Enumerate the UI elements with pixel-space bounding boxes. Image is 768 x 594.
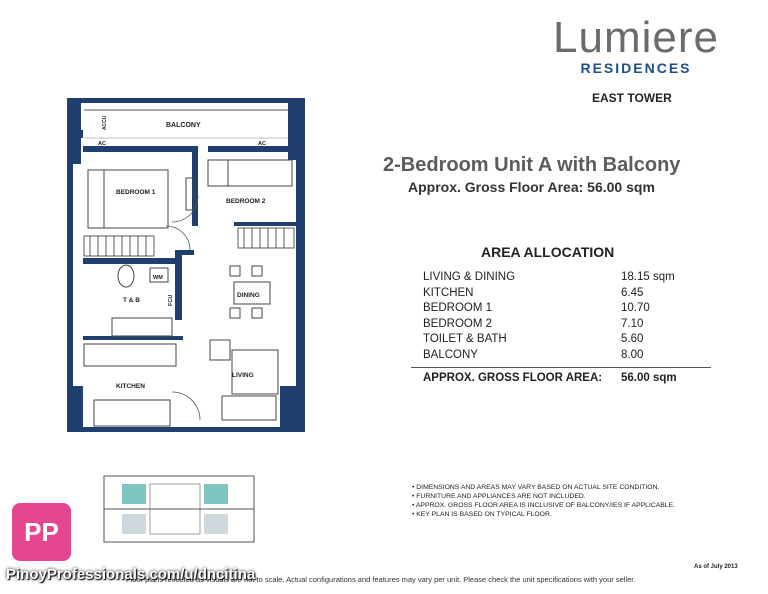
unit-title: 2-Bedroom Unit A with Balcony [383, 154, 681, 176]
area-allocation-title: AREA ALLOCATION [481, 244, 615, 260]
alloc-value: 8.00 [621, 348, 644, 361]
label-tb: T & B [123, 297, 140, 304]
note-item: • FURNITURE AND APPLIANCES ARE NOT INCLUDED. [412, 493, 586, 500]
label-bedroom1: BEDROOM 1 [116, 189, 156, 196]
alloc-name: TOILET & BATH [423, 333, 507, 345]
brand-subtitle: RESIDENCES [580, 60, 692, 76]
alloc-total-row [423, 371, 699, 387]
alloc-row [423, 332, 699, 348]
pp-badge-icon[interactable] [12, 503, 71, 561]
unit-subtitle: Approx. Gross Floor Area: 56.00 sqm [408, 179, 655, 195]
notes [412, 483, 752, 519]
alloc-row [423, 301, 699, 317]
alloc-value: 18.15 sqm [621, 271, 675, 283]
label-ac-2: AC [258, 141, 266, 147]
as-of-date: As of July 2013 [694, 564, 738, 570]
alloc-name: BALCONY [423, 348, 478, 361]
pp-badge-text: PP [24, 517, 59, 547]
alloc-name: KITCHEN [423, 286, 474, 299]
tower-label: EAST TOWER [592, 91, 672, 105]
watermark: PinoyProfessionals.com/u/dncitina [6, 566, 256, 583]
label-wm: WM [153, 275, 163, 281]
alloc-value: 7.10 [621, 317, 644, 330]
alloc-total-label: APPROX. GROSS FLOOR AREA: [423, 372, 603, 384]
note-item: • APPROX. GROSS FLOOR AREA IS INCLUSIVE OF BALCONY/IES IF APPLICABLE. [412, 502, 676, 509]
label-balcony: BALCONY [166, 122, 201, 129]
area-allocation-table [423, 270, 699, 387]
alloc-name: LIVING & DINING [423, 271, 516, 283]
label-kitchen: KITCHEN [116, 383, 145, 390]
label-dining: DINING [237, 292, 260, 299]
alloc-row [423, 348, 699, 364]
alloc-name: BEDROOM 1 [423, 302, 493, 314]
alloc-total-value: 56.00 sqm [621, 372, 677, 384]
label-bedroom2: BEDROOM 2 [226, 198, 266, 205]
alloc-value: 6.45 [621, 286, 644, 299]
brand-logo [526, 14, 746, 76]
alloc-value: 10.70 [621, 302, 650, 314]
alloc-row [423, 286, 699, 302]
note-item: • KEY PLAN IS BASED ON TYPICAL FLOOR. [412, 511, 552, 518]
label-accu: ACCU [102, 115, 108, 130]
alloc-name: BEDROOM 2 [423, 317, 493, 330]
alloc-row [423, 270, 699, 286]
alloc-divider [411, 367, 711, 368]
note-item: • DIMENSIONS AND AREAS MAY VARY BASED ON ACTUAL SITE CONDITION. [412, 484, 660, 491]
label-living: LIVING [232, 372, 254, 379]
footer-disclaimer: Floor plans reflected as visuals are not to scale. Actual configurations and features may vary per unit. Please check the unit specifications with your seller. [126, 575, 636, 584]
label-ac-1: AC [98, 141, 106, 147]
brand-name: Lumiere [553, 13, 719, 62]
alloc-value: 5.60 [621, 333, 644, 345]
key-plan [104, 476, 254, 542]
alloc-row [423, 317, 699, 333]
label-fcu: FCU [168, 294, 174, 306]
